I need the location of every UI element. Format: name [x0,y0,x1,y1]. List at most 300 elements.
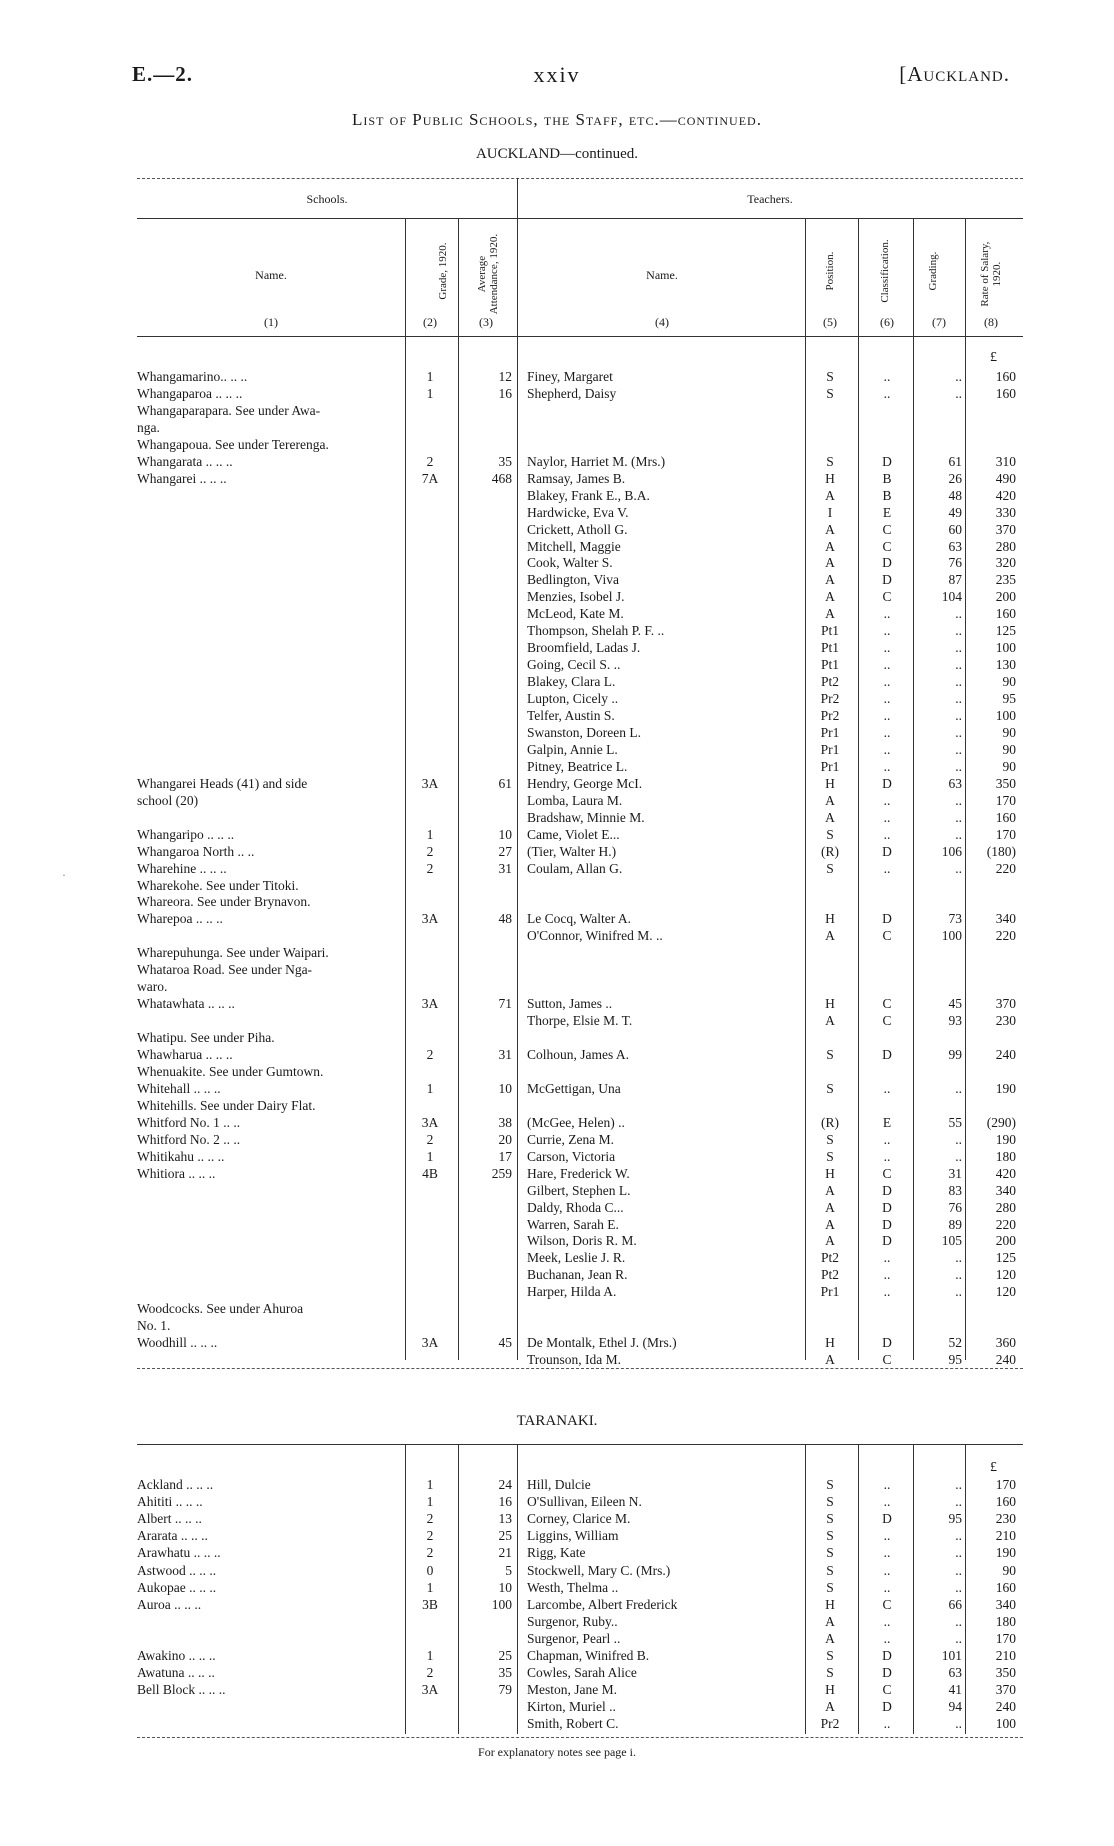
teacher-name-cell: Liggins, William [527,1528,619,1544]
position-cell: A [825,1613,835,1629]
position-cell: (R) [821,843,839,859]
teacher-name-cell: Hardwicke, Eva V. [527,504,629,520]
grade-cell: 7A [421,470,439,486]
salary-cell: 170 [995,792,1016,808]
position-cell: A [825,572,835,588]
salary-cell: 100 [995,708,1016,723]
table-row [0,656,1114,673]
grading-cell: 48 [948,487,962,503]
attendance-cell: 35 [498,1665,512,1681]
classification-cell: D [882,911,892,927]
grading-cell: .. [955,691,962,707]
attendance-cell: 21 [498,1545,512,1561]
grading-cell: .. [955,1494,962,1510]
grading-cell: .. [955,1716,962,1732]
position-cell: A [825,1013,835,1029]
grading-cell: .. [955,724,962,740]
teacher-name-cell: Lupton, Cicely .. [527,691,619,707]
position-cell: S [826,1648,834,1663]
classification-cell: .. [883,1267,891,1283]
grading-cell: .. [955,1267,962,1283]
classification-cell: D [882,1648,892,1663]
table-row [0,521,1114,538]
teacher-name-cell: Carson, Victoria [527,1148,616,1164]
table-row [0,1664,1114,1681]
col-number: (3) [479,315,493,329]
section-heading-taranaki: TARANAKI. [516,1413,598,1429]
teacher-name-cell: Hendry, George McI. [527,775,643,791]
classification-cell: C [882,1682,892,1698]
rule [137,218,1023,219]
attendance-cell: 25 [498,1528,512,1544]
page-number: xxiv [533,62,581,87]
table-row [0,1613,1114,1630]
classification-cell: .. [883,1477,891,1492]
table-row [0,1199,1114,1216]
table-row [0,1476,1114,1493]
table-row [0,538,1114,555]
grade-cell: 3B [422,1596,438,1612]
classification-cell: .. [883,1562,891,1578]
attendance-cell: 79 [498,1682,512,1698]
classification-cell: .. [883,1613,891,1629]
grading-cell: 105 [941,1233,962,1249]
table-row [0,1266,1114,1283]
salary-cell: 120 [995,1284,1016,1300]
teacher-name-cell: Buchanan, Jean R. [527,1267,628,1283]
position-cell: Pr1 [820,724,840,740]
attendance-cell: 468 [491,470,512,486]
table-row [0,453,1114,470]
classification-cell: D [882,775,892,791]
grading-cell: 45 [948,996,962,1012]
table-row [0,605,1114,622]
classification-cell: D [882,1335,892,1351]
attendance-cell: 259 [491,1165,512,1181]
grade-cell: 2 [426,1665,434,1681]
school-cell: Whangamarino.. .. .. [137,369,248,384]
salary-cell: 170 [995,1477,1016,1492]
teacher-name-cell: Thorpe, Elsie M. T. [527,1013,633,1029]
grade-cell: 1 [426,1494,434,1510]
teacher-name-cell: O'Sullivan, Eileen N. [527,1494,642,1510]
grading-cell: .. [955,1562,962,1578]
position-cell: S [826,1528,834,1544]
teachers-heading: Teachers. [747,192,793,206]
table-row [0,554,1114,571]
col-number: (1) [264,315,278,329]
table-row [0,843,1114,860]
table-row [0,1029,1114,1046]
school-cell: Awatuna .. .. .. [137,1665,215,1681]
teacher-name-cell: Colhoun, James A. [527,1047,630,1062]
table-row [0,639,1114,656]
table-row [0,1334,1114,1351]
teacher-name-cell: Naylor, Harriet M. (Mrs.) [527,453,666,469]
grade-cell: 1 [426,1579,434,1595]
classification-cell: .. [883,606,891,622]
attendance-cell: 12 [498,369,512,384]
table-row [0,1063,1114,1080]
table-row [0,877,1114,894]
salary-cell: 240 [995,1047,1016,1062]
grading-cell: .. [955,1579,962,1595]
teacher-name-cell: Finey, Margaret [527,369,613,384]
position-cell: S [826,826,834,842]
table-row [0,588,1114,605]
table-row [0,995,1114,1012]
salary-cell: 370 [995,1682,1016,1698]
grade-cell: 1 [426,369,434,384]
grading-cell: .. [955,1528,962,1544]
teacher-name-cell: (Tier, Walter H.) [527,843,617,859]
salary-cell: 200 [995,1233,1016,1249]
salary-cell: 160 [995,606,1016,622]
grading-cell: .. [955,708,962,723]
position-cell: A [825,928,835,944]
classification-cell: .. [883,1080,891,1096]
position-cell: Pr2 [820,691,840,707]
position-cell: A [825,809,835,825]
teacher-name-cell: Swanston, Doreen L. [527,724,641,740]
table-row [0,368,1114,385]
grade-cell: 3A [421,1114,439,1130]
table-row [0,1182,1114,1199]
position-cell: H [825,1682,835,1698]
classification-cell: C [882,996,892,1012]
rule [137,1737,1023,1738]
grading-cell: 52 [948,1335,962,1351]
classification-cell: C [882,521,892,537]
grading-cell: 89 [948,1216,962,1232]
classification-cell: .. [883,640,891,656]
classification-cell: .. [883,741,891,757]
table-row [0,1351,1114,1368]
grading-cell: .. [955,1250,962,1266]
table-row [0,1216,1114,1233]
salary-cell: 320 [995,555,1016,571]
salary-cell: 120 [995,1267,1016,1283]
grading-cell: .. [955,741,962,757]
classification-cell: C [882,538,892,554]
position-cell: Pt1 [820,657,839,673]
grading-cell: 61 [948,453,962,469]
classification-cell: .. [883,826,891,842]
position-cell: H [825,996,835,1012]
teacher-name-cell: Stockwell, Mary C. (Mrs.) [527,1562,671,1578]
school-cell: Whitikahu .. .. .. [137,1148,225,1164]
attendance-cell: 10 [498,1579,512,1595]
position-cell: A [825,1233,835,1249]
grade-cell: 3A [421,1335,439,1351]
teacher-name-cell: Meston, Jane M. [527,1682,617,1698]
position-cell: A [825,1216,835,1232]
position-cell: Pr1 [820,1284,840,1300]
classification-cell: C [882,1013,892,1029]
school-cell: Bell Block .. .. .. [137,1682,226,1698]
school-cell: school (20) [137,792,199,808]
classification-cell: E [882,504,892,520]
table-row [0,1165,1114,1182]
salary-cell: 190 [995,1131,1016,1147]
salary-cell: 170 [995,1630,1016,1646]
table-row [0,893,1114,910]
table-row [0,1046,1114,1063]
classification-cell: .. [883,657,891,673]
school-cell: Whitehills. See under Dairy Flat. [137,1097,316,1113]
salary-cell: 235 [995,572,1016,588]
grade-cell: 1 [426,1148,434,1164]
teacher-name-cell: Going, Cecil S. .. [527,657,621,673]
school-cell: Aukopae .. .. .. [137,1579,217,1595]
position-cell: S [826,1579,834,1595]
school-cell: Woodcocks. See under Ahuroa [137,1301,304,1317]
school-cell: Whawharua .. .. .. [137,1047,233,1062]
classification-cell: D [882,555,892,571]
school-cell: Whangaparapara. See under Awa- [137,402,321,418]
grade-cell: 1 [426,385,434,401]
classification-cell: .. [883,1528,891,1544]
teacher-name-cell: McGettigan, Una [527,1080,621,1096]
grading-cell: .. [955,657,962,673]
classification-cell: .. [883,369,891,384]
salary-cell: 230 [995,1013,1016,1029]
salary-cell: 90 [1002,758,1016,774]
table-row [0,402,1114,419]
classification-cell: D [882,1233,892,1249]
table-row [0,487,1114,504]
teacher-name-cell: Hare, Frederick W. [527,1165,630,1181]
attendance-cell: 5 [505,1562,512,1578]
table-row [0,673,1114,690]
teacher-name-cell: Harper, Hilda A. [527,1284,617,1300]
salary-cell: 420 [995,1165,1016,1181]
classification-cell: .. [883,1630,891,1646]
col-number: (7) [932,315,946,329]
salary-cell: 210 [995,1648,1016,1663]
teacher-name-cell: Ramsay, James B. [527,470,626,486]
grading-cell: .. [955,809,962,825]
grading-cell: .. [955,1148,962,1164]
classification-cell: D [882,1182,892,1198]
salary-cell: 200 [995,589,1016,605]
table-row [0,1715,1114,1732]
position-cell: A [825,538,835,554]
salary-cell: 370 [995,521,1016,537]
grading-cell: 66 [948,1596,962,1612]
table-row [0,860,1114,877]
attendance-cell: 38 [498,1114,512,1130]
teacher-name-cell: Telfer, Austin S. [527,708,615,723]
salary-cell: 190 [995,1545,1016,1561]
col-position: Position. [823,251,836,291]
school-cell: Whenuakite. See under Gumtown. [137,1063,324,1079]
position-cell: A [825,606,835,622]
position-cell: S [826,1477,834,1492]
attendance-cell: 24 [498,1477,512,1492]
salary-cell: 220 [995,1216,1016,1232]
teacher-name-cell: Currie, Zena M. [527,1131,614,1147]
salary-cell: 100 [995,1716,1016,1732]
salary-cell: 160 [995,1579,1016,1595]
grading-cell: 95 [948,1352,962,1368]
salary-cell: 490 [995,470,1016,486]
table-row [0,1647,1114,1664]
grading-cell: 101 [941,1648,962,1663]
school-cell: Whangarei .. .. .. [137,470,227,486]
position-cell: A [825,1199,835,1215]
grade-cell: 2 [426,453,434,469]
salary-cell: 420 [995,487,1016,503]
grading-cell: 76 [948,555,962,571]
position-cell: I [827,504,833,520]
attendance-cell: 71 [498,996,512,1012]
table-row [0,1681,1114,1698]
attendance-cell: 13 [498,1511,512,1527]
classification-cell: .. [883,1494,891,1510]
grading-cell: 93 [948,1013,962,1029]
classification-cell: D [882,453,892,469]
teacher-name-cell: Broomfield, Ladas J. [527,640,641,656]
classification-cell: .. [883,691,891,707]
salary-cell: 160 [995,809,1016,825]
salary-cell: 95 [1002,691,1016,707]
grading-cell: .. [955,385,962,401]
table-row [0,622,1114,639]
col-number: (4) [655,315,669,329]
table-row [0,1317,1114,1334]
teacher-name-cell: Came, Violet E... [527,826,620,842]
salary-cell: 280 [995,1199,1016,1215]
grade-cell: 2 [426,1511,434,1527]
rule [137,1368,1023,1369]
attendance-cell: 48 [498,911,512,927]
table-row [0,1300,1114,1317]
currency-symbol: £ [990,350,997,365]
table-row [0,1097,1114,1114]
position-cell: S [826,1148,834,1164]
salary-cell: 240 [995,1352,1016,1368]
grade-cell: 2 [426,843,434,859]
grade-cell: 2 [426,1545,434,1561]
grading-cell: 87 [948,572,962,588]
classification-cell: .. [883,708,891,723]
table-row [0,1562,1114,1579]
grade-cell: 1 [426,826,434,842]
classification-cell: .. [883,1545,891,1561]
grading-cell: .. [955,792,962,808]
classification-cell: C [882,928,892,944]
teacher-name-cell: Bedlington, Viva [527,572,619,588]
teacher-name-cell: Coulam, Allan G. [527,860,623,876]
salary-cell: 100 [995,640,1016,656]
col-attendance: Average Attendance, 1920. [475,233,500,315]
table-row [0,419,1114,436]
table-row [0,1527,1114,1544]
table-row [0,385,1114,402]
grading-cell: 95 [948,1511,962,1527]
salary-cell: 160 [995,1494,1016,1510]
classification-cell: .. [883,1148,891,1164]
teacher-name-cell: Daldy, Rhoda C... [527,1199,624,1215]
col-number: (6) [880,315,894,329]
classification-cell: D [882,1665,892,1681]
classification-cell: .. [883,809,891,825]
school-cell: Wharehine .. .. .. [137,860,227,876]
margin-mark: · [62,868,66,882]
salary-cell: 350 [995,775,1016,791]
grading-cell: 100 [941,928,962,944]
salary-cell: 160 [995,385,1016,401]
teacher-name-cell: Sutton, James .. [527,996,613,1012]
grade-cell: 2 [426,1131,434,1147]
table-row [0,1596,1114,1613]
teacher-name-cell: Lomba, Laura M. [527,792,623,808]
classification-cell: .. [883,623,891,639]
salary-cell: 90 [1002,724,1016,740]
classification-cell: C [882,1165,892,1181]
table-row [0,1698,1114,1715]
grade-cell: 3A [421,996,439,1012]
position-cell: S [826,1545,834,1561]
school-cell: Wharepuhunga. See under Waipari. [137,945,329,961]
teacher-name-cell: McLeod, Kate M. [527,606,624,622]
table-row [0,1510,1114,1527]
position-cell: H [825,1596,835,1612]
school-cell: Whatipu. See under Piha. [137,1030,275,1046]
salary-cell: 340 [995,1596,1016,1612]
table-row [0,1544,1114,1561]
rule [137,178,1023,179]
grade-cell: 2 [426,1528,434,1544]
school-cell: Ararata .. .. .. [137,1528,208,1544]
classification-cell: D [882,1199,892,1215]
grading-cell: .. [955,826,962,842]
teacher-name-cell: Westh, Thelma .. [527,1579,619,1595]
position-cell: S [826,1494,834,1510]
attendance-cell: 17 [498,1148,512,1164]
salary-cell: 330 [995,504,1016,520]
classification-cell: .. [883,758,891,774]
grade-cell: 3A [421,1682,439,1698]
salary-cell: 310 [995,453,1016,469]
page-code: E.—2. [132,62,194,86]
position-cell: Pr2 [820,708,840,723]
table-row [0,1114,1114,1131]
section-heading-auckland: AUCKLAND—continued. [475,146,639,162]
grading-cell: .. [955,1080,962,1096]
teacher-name-cell: Warren, Sarah E. [527,1216,619,1232]
table-row [0,724,1114,741]
salary-cell: 210 [995,1528,1016,1544]
school-cell: No. 1. [137,1318,171,1334]
classification-cell: .. [883,792,891,808]
table-row [0,741,1114,758]
school-cell: Whareora. See under Brynavon. [137,894,311,910]
position-cell: A [825,1182,835,1198]
classification-cell: E [882,1114,892,1130]
grade-cell: 1 [426,1477,434,1492]
school-cell: Wharekohe. See under Titoki. [137,877,299,893]
position-cell: S [826,860,834,876]
salary-cell: 90 [1002,1562,1016,1578]
teacher-name-cell: Smith, Robert C. [527,1716,619,1732]
position-cell: Pr1 [820,758,840,774]
attendance-cell: 20 [498,1131,512,1147]
teacher-name-cell: Thompson, Shelah P. F. .. [527,623,665,639]
school-cell: Awakino .. .. .. [137,1648,216,1663]
col-number: (5) [823,315,837,329]
